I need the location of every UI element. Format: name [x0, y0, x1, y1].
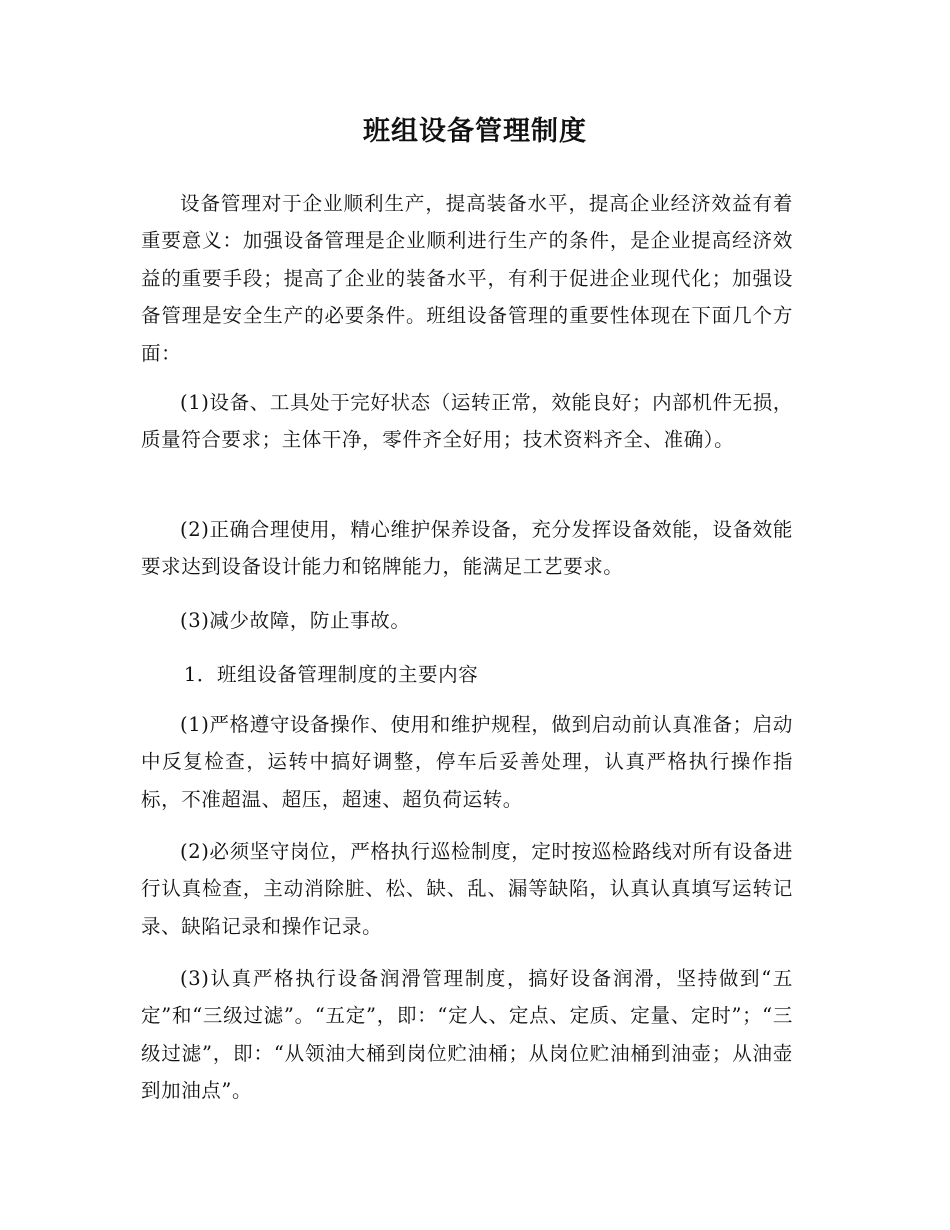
importance-item-2: (2)正确合理使用，精心维护保养设备，充分发挥设备效能，设备效能要求达到设备设计能力和铭牌能力，能满足工艺要求。: [141, 517, 793, 578]
rule-item-2: (2)必须坚守岗位，严格执行巡检制度，定时按巡检路线对所有设备进行认真检查，主动消除脏、松、缺、乱、漏等缺陷，认真认真填写运转记录、缺陷记录和操作记录。: [141, 839, 793, 938]
document-title: 班组设备管理制度: [363, 116, 587, 147]
rule-item-1: (1)严格遵守设备操作、使用和维护规程，做到启动前认真准备；启动中反复检查，运转中搞好调整，停车后妥善处理，认真严格执行操作指标，不准超温、超压，超速、超负荷运转。: [141, 712, 793, 811]
intro-paragraph: 设备管理对于企业顺利生产，提高装备水平，提高企业经济效益有着重要意义：加强设备管理是企业顺利进行生产的条件，是企业提高经济效益的重要手段；提高了企业的装备水平，有利于促进企业现代化；加强设备管理是安全生产的必要条件。班组设备管理的重要性体现在下面几个方面：: [141, 191, 793, 365]
rule-item-3: (3)认真严格执行设备润滑管理制度，搞好设备润滑，坚持做到“五定”和“三级过滤”。“五定”，即：“定人、定点、定质、定量、定时”；“三级过滤”，即：“从领油大桶到岗位贮油桶；从岗位贮油桶到油壶；从油壶到加油点”。: [141, 966, 793, 1102]
importance-item-1: (1)设备、工具处于完好状态（运转正常，效能良好；内部机件无损，质量符合要求；主体干净，零件齐全好用；技术资料齐全、准确）。: [141, 390, 793, 451]
importance-item-3: (3)减少故障，防止事故。: [180, 608, 411, 632]
section-heading-1: 1．班组设备管理制度的主要内容: [183, 662, 479, 686]
